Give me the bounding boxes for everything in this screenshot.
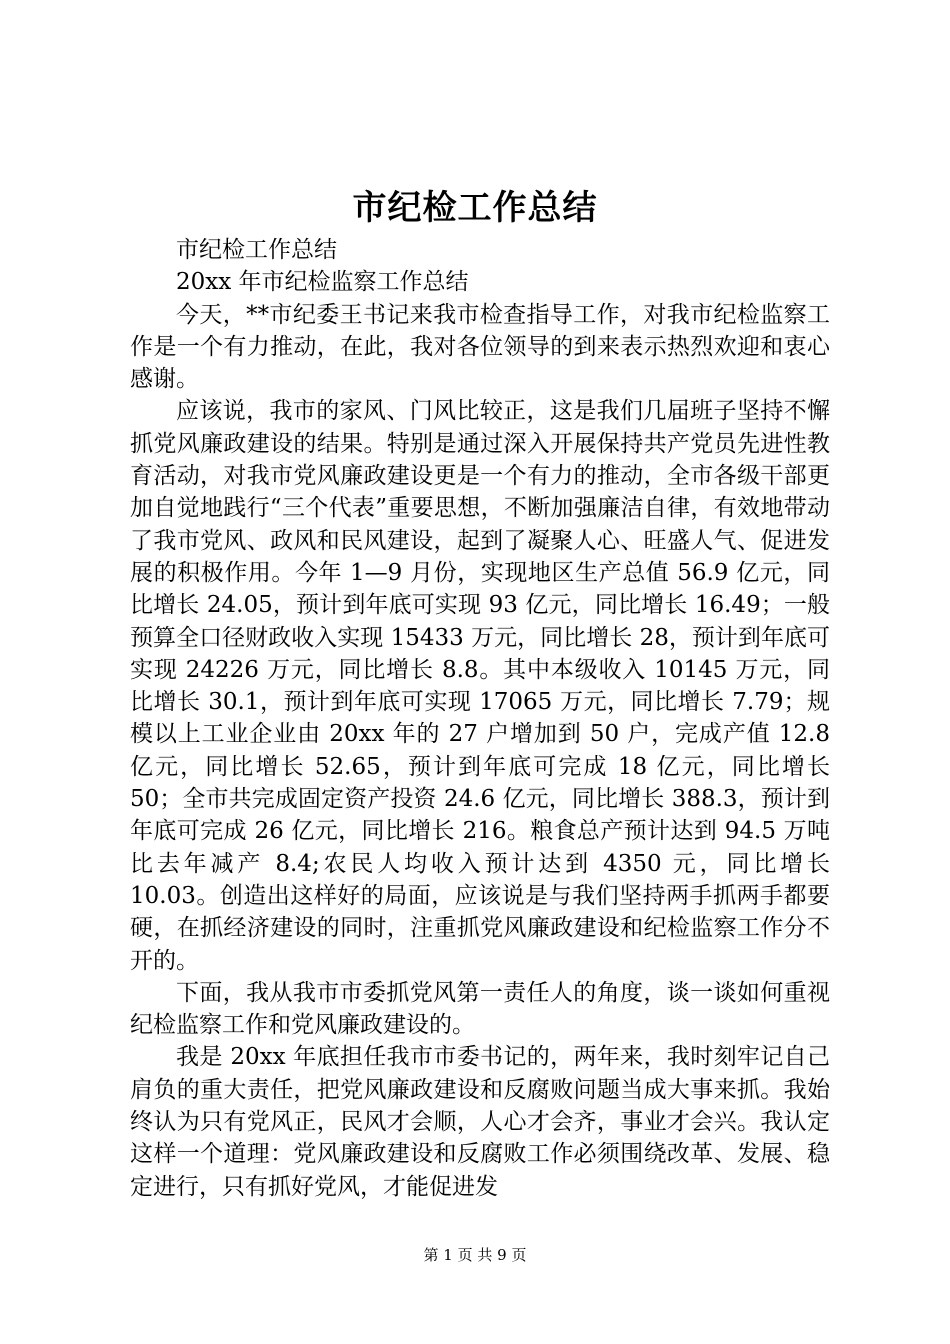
paragraph: 我是 20xx 年底担任我市市委书记的，两年来，我时刻牢记自己肩负的重大责任，把党风廉政建设和反腐败问题当成大事来抓。我始终认为只有党风正，民风才会顺，人心才会齐，事业才会兴。我认定这样一个道理：党风廉政建设和反腐败工作必须围绕改革、发展、稳定进行，只有抓好党风，才能促进发 — [130, 1044, 830, 1200]
paragraph-heading: 市纪检工作总结 — [176, 237, 337, 263]
paragraph: 下面，我从我市市委抓党风第一责任人的角度，谈一谈如何重视纪检监察工作和党风廉政建设的。 — [130, 979, 830, 1039]
document-body — [130, 234, 830, 1203]
page-footer: 第 1 页 共 9 页 — [423, 1246, 527, 1264]
document-title: 市纪检工作总结 — [352, 188, 598, 228]
paragraph: 应该说，我市的家风、门风比较正，这是我们几届班子坚持不懈抓党风廉政建设的结果。特别是通过深入开展保持共产党员先进性教育活动，对我市党风廉政建设更是一个有力的推动，全市各级干部更加自觉地践行“三个代表”重要思想，不断加强廉洁自律，有效地带动了我市党风、政风和民风建设，起到了凝聚人心、旺盛人气、促进发展的积极作用。今年 1—9 月份，实现地区生产总值 56.9 亿元，同比增长 24.05，预计到年底可实现 93 亿元，同比增长 16.49；一般预算全口径财政收入实现 15433 万元，同比增长 28，预计到年底可实现 24226 万元，同比增长 8.8。其中本级收入 10145 万元，同比增长 30.1，预计到年底可实现 17065 万元，同比增长 7.79；规模以上工业企业由 20xx 年的 27 户增加到 50 户，完成产值 12.8 亿元，同比增长 52.65，预计到年底可完成 18 亿元，同比增长 50；全市共完成固定资产投资 24.6 亿元，同比增长 388.3，预计到年底可完成 26 亿元，同比增长 216。粮食总产预计达到 94.5 万吨比去年减产 8.4;农民人均收入预计达到 4350 元，同比增长 10.03。创造出这样好的局面，应该说是与我们坚持两手抓两手都要硬，在抓经济建设的同时，注重抓党风廉政建设和纪检监察工作分不开的。 — [130, 398, 830, 974]
paragraph: 今天，**市纪委王书记来我市检查指导工作，对我市纪检监察工作是一个有力推动，在此，我对各位领导的到来表示热烈欢迎和衷心感谢。 — [130, 301, 830, 393]
paragraph-subheading: 20xx 年市纪检监察工作总结 — [176, 269, 469, 296]
